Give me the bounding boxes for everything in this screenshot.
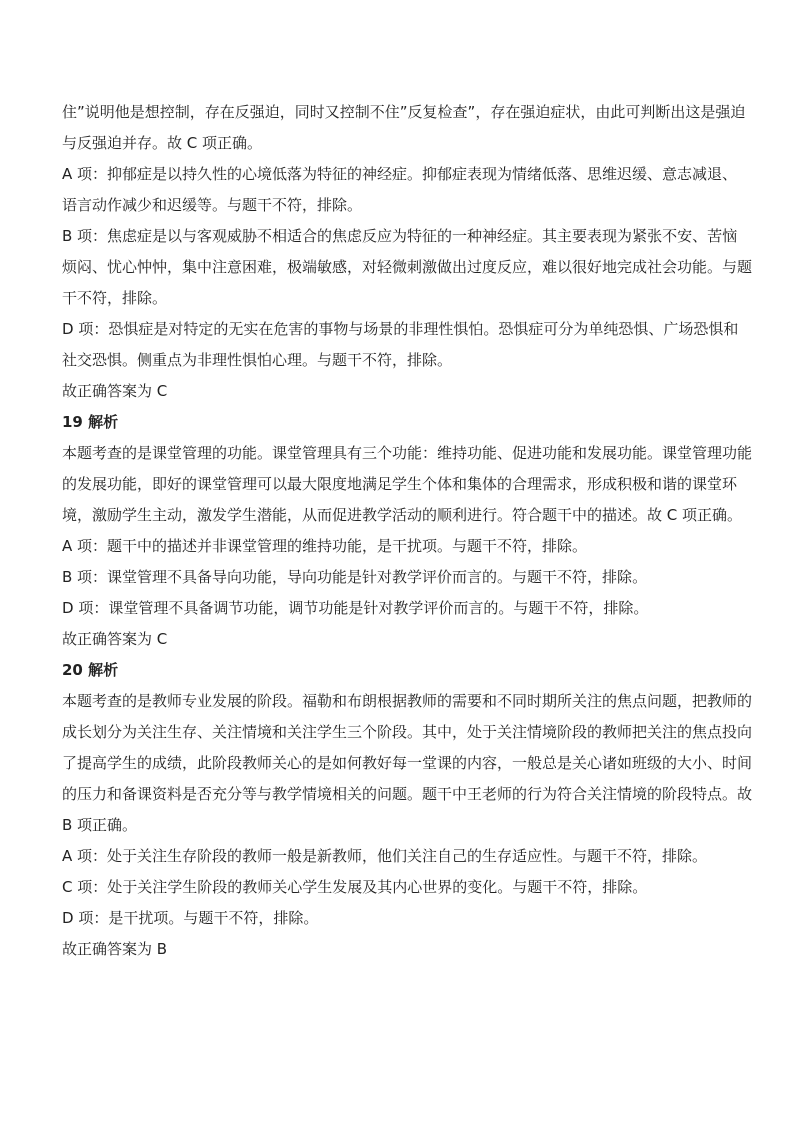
document-body — [62, 97, 752, 965]
paragraph-q18-explanation-end: 住”说明他是想控制，存在反强迫，同时又控制不住”反复检查”，存在强迫症状，由此可判断出这是强迫与反强迫并存。故 C 项正确。 — [62, 103, 746, 152]
paragraph-q20-option-a: A 项：处于关注生存阶段的教师一般是新教师，他们关注自己的生存适应性。与题干不符，排除。 — [62, 847, 708, 865]
paragraph-q20-option-c: C 项：处于关注学生阶段的教师关心学生发展及其内心世界的变化。与题干不符，排除。 — [62, 878, 648, 896]
paragraph-q18-answer: 故正确答案为 C — [62, 382, 168, 400]
paragraph-q19-explanation: 本题考查的是课堂管理的功能。课堂管理具有三个功能：维持功能、促进功能和发展功能。课堂管理功能的发展功能，即好的课堂管理可以最大限度地满足学生个体和集体的合理需求，形成积极和谐的课堂环境，激励学生主动，激发学生潜能，从而促进教学活动的顺利进行。符合题干中的描述。故 C 项正确。 — [62, 444, 753, 524]
paragraph-q18-option-b: B 项：焦虑症是以与客观威胁不相适合的焦虑反应为特征的一种神经症。其主要表现为紧张不安、苦恼烦闷、忧心忡忡，集中注意困难，极端敏感，对轻微刺激做出过度反应，难以很好地完成社会功能。与题干不符，排除。 — [62, 227, 753, 307]
paragraph-q19-option-a: A 项：题干中的描述并非课堂管理的维持功能，是干扰项。与题干不符，排除。 — [62, 537, 588, 555]
heading-q19: 19 解析 — [62, 413, 119, 431]
paragraph-q19-option-b: B 项：课堂管理不具备导向功能，导向功能是针对教学评价而言的。与题干不符，排除。 — [62, 568, 648, 586]
heading-q20: 20 解析 — [62, 661, 119, 679]
paragraph-q20-answer: 故正确答案为 B — [62, 940, 168, 958]
paragraph-q19-answer: 故正确答案为 C — [62, 630, 168, 648]
paragraph-q19-option-d: D 项：课堂管理不具备调节功能，调节功能是针对教学评价而言的。与题干不符，排除。 — [62, 599, 649, 617]
paragraph-q18-option-d: D 项：恐惧症是对特定的无实在危害的事物与场景的非理性惧怕。恐惧症可分为单纯恐惧、广场恐惧和社交恐惧。侧重点为非理性惧怕心理。与题干不符，排除。 — [62, 320, 739, 369]
paragraph-q20-explanation: 本题考查的是教师专业发展的阶段。福勒和布朗根据教师的需要和不同时期所关注的焦点问题，把教师的成长划分为关注生存、关注情境和关注学生三个阶段。其中，处于关注情境阶段的教师把关注的焦点投向了提高学生的成绩，此阶段教师关心的是如何教好每一堂课的内容，一般总是关心诸如班级的大小、时间的压力和备课资料是否充分等与教学情境相关的问题。题干中王老师的行为符合关注情境的阶段特点。故 B 项正确。 — [62, 692, 753, 834]
paragraph-q18-option-a: A 项：抑郁症是以持久性的心境低落为特征的神经症。抑郁症表现为情绪低落、思维迟缓、意志减退、语言动作减少和迟缓等。与题干不符，排除。 — [62, 165, 738, 214]
paragraph-q20-option-d: D 项：是干扰项。与题干不符，排除。 — [62, 909, 319, 927]
